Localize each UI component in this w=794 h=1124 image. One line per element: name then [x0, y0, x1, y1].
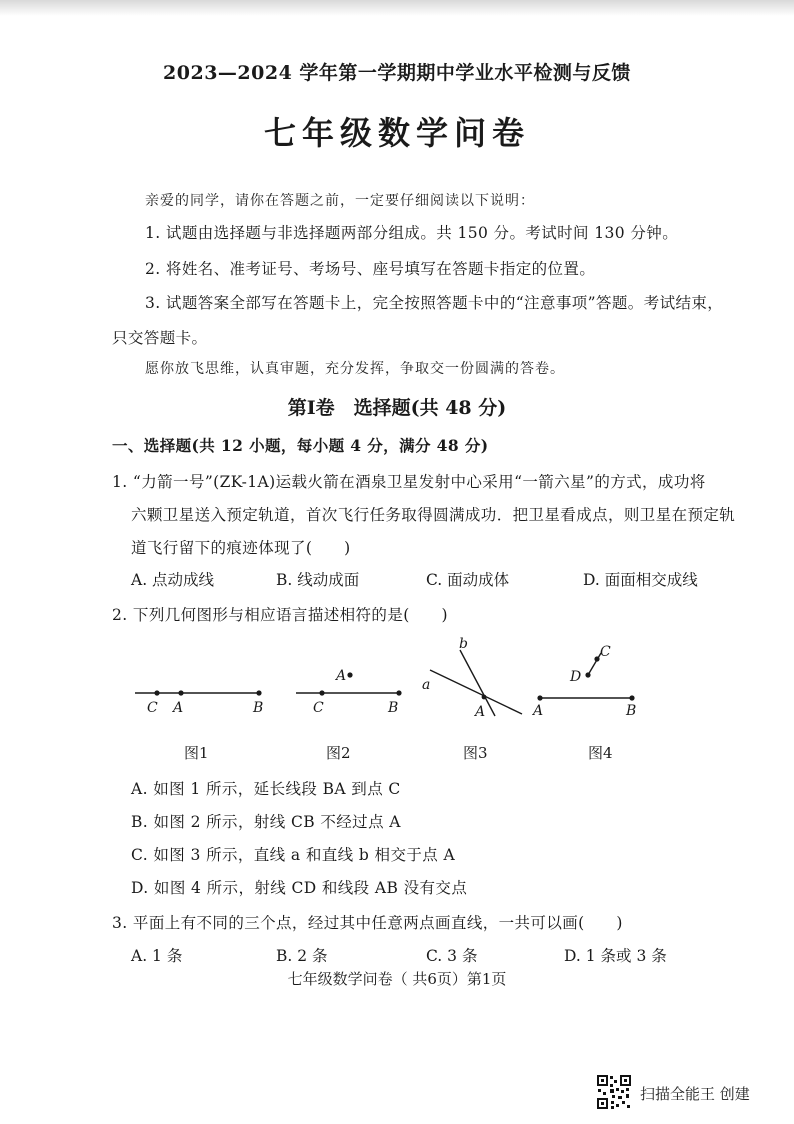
instruction-1: 1. 试题由选择题与非选择题两部分组成。共 150 分。考试时间 130 分钟。	[145, 224, 679, 242]
fig3-label-a-point: A	[475, 704, 486, 720]
q1-option-d: D. 面面相交成线	[583, 571, 698, 589]
q3-option-a: A. 1 条	[131, 947, 183, 965]
q1-option-b: B. 线动成面	[276, 571, 360, 589]
fig1-label-b: B	[253, 700, 264, 716]
fig2-label-a: A	[336, 668, 347, 684]
q2-option-c: C. 如图 3 所示，直线 a 和直线 b 相交于点 A	[131, 846, 456, 864]
fig1-label-c: C	[147, 700, 158, 716]
figure-4	[531, 644, 636, 719]
instruction-3: 3. 试题答案全部写在答题卡上，完全按照答题卡中的“注意事项”答题。考试结束，	[145, 294, 724, 312]
intro-greeting: 亲爱的同学，请你在答题之前，一定要仔细阅读以下说明：	[145, 193, 535, 209]
q1-option-a: A. 点动成线	[131, 571, 215, 589]
fig2-label-c: C	[313, 700, 324, 716]
exam-title: 七年级数学问卷	[263, 114, 530, 152]
q1-line-3: 道飞行留下的痕迹体现了( )	[131, 539, 351, 557]
q1-line-2: 六颗卫星送入预定轨道，首次飞行任务取得圆满成功．把卫星看成点，则卫星在预定轨	[131, 506, 736, 524]
exam-header: 2023—2024 学年第一学期期中学业水平检测与反馈	[163, 62, 631, 84]
q3-option-d: D. 1 条或 3 条	[564, 947, 667, 965]
q3-stem: 3. 平面上有不同的三个点，经过其中任意两点画直线，一共可以画( )	[112, 914, 623, 932]
q2-figures	[120, 632, 660, 732]
fig4-label-c: C	[600, 644, 611, 660]
fig3-caption: 图3	[463, 744, 488, 762]
scanner-watermark-text: 扫描全能王 创建	[640, 1085, 750, 1103]
figure-2	[296, 668, 402, 716]
fig2-label-b: B	[388, 700, 399, 716]
q2-option-a: A. 如图 1 所示，延长线段 BA 到点 C	[131, 780, 401, 798]
instruction-2: 2. 将姓名、准考证号、考场号、座号填写在答题卡指定的位置。	[145, 260, 596, 278]
fig4-label-b: B	[626, 703, 637, 719]
q1-line-1: 1. “力箭一号”(ZK-1A)运载火箭在酒泉卫星发射中心采用“一箭六星”的方式，成功将	[112, 473, 706, 491]
fig1-caption: 图1	[184, 744, 209, 762]
page-footer: 七年级数学问卷（ 共6页）第1页	[287, 970, 507, 988]
fig4-caption: 图4	[588, 744, 613, 762]
fig4-label-d: D	[570, 669, 582, 685]
fig3-label-b: b	[459, 636, 468, 652]
intro-wish: 愿你放飞思维，认真审题，充分发挥，争取交一份圆满的答卷。	[145, 361, 565, 377]
q2-option-b: B. 如图 2 所示，射线 CB 不经过点 A	[131, 813, 401, 831]
instruction-3-continued: 只交答题卡。	[112, 329, 208, 347]
part-heading: 一、选择题(共 12 小题，每小题 4 分，满分 48 分)	[112, 436, 489, 455]
fig2-caption: 图2	[326, 744, 351, 762]
q3-option-b: B. 2 条	[276, 947, 328, 965]
fig3-label-a-line: a	[422, 677, 431, 693]
figure-1	[135, 690, 263, 716]
section-title: 第Ⅰ卷 选择题(共 48 分)	[287, 397, 507, 419]
q1-option-c: C. 面动成体	[426, 571, 510, 589]
qr-code-icon	[596, 1074, 632, 1110]
fig1-label-a: A	[173, 700, 184, 716]
fig4-label-a: A	[533, 703, 544, 719]
q3-option-c: C. 3 条	[426, 947, 478, 965]
figure-3	[422, 636, 522, 720]
q2-option-d: D. 如图 4 所示，射线 CD 和线段 AB 没有交点	[131, 879, 468, 897]
scan-edge-shadow	[0, 0, 794, 16]
q2-stem: 2. 下列几何图形与相应语言描述相符的是( )	[112, 606, 448, 624]
